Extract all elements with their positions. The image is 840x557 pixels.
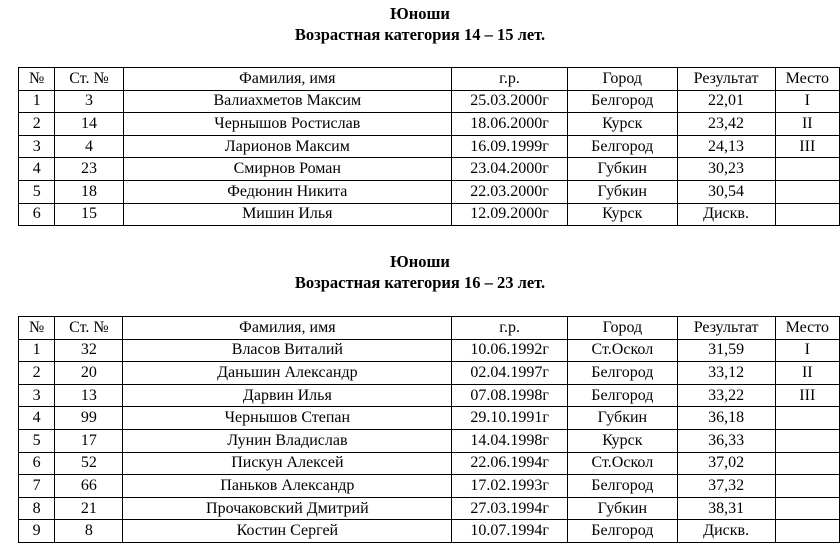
cell-col-city: Белгород xyxy=(568,520,678,543)
cell-col-result: 36,18 xyxy=(677,407,775,430)
cell-col-number: 8 xyxy=(19,497,55,520)
cell-col-number: 3 xyxy=(19,384,55,407)
cell-col-start-number: 4 xyxy=(55,135,123,158)
cell-col-birthdate: 18.06.2000г xyxy=(452,113,568,136)
cell-col-place: II xyxy=(775,113,839,136)
header-col-number: № xyxy=(19,68,55,91)
cell-col-birthdate: 29.10.1991г xyxy=(452,407,568,430)
table-row xyxy=(19,362,840,385)
cell-col-start-number: 18 xyxy=(55,180,123,203)
cell-col-number: 5 xyxy=(19,429,55,452)
cell-col-result: 33,12 xyxy=(677,362,775,385)
cell-col-name: Федюнин Никита xyxy=(123,180,452,203)
cell-col-start-number: 8 xyxy=(55,520,123,543)
cell-col-name: Чернышов Ростислав xyxy=(123,113,452,136)
header-col-number: № xyxy=(19,317,55,340)
cell-col-birthdate: 25.03.2000г xyxy=(452,90,568,113)
cell-col-name: Даньшин Александр xyxy=(123,362,452,385)
cell-col-city: Белгород xyxy=(568,362,678,385)
cell-col-place xyxy=(775,520,839,543)
cell-col-number: 7 xyxy=(19,475,55,498)
table-header-row xyxy=(19,68,840,91)
cell-col-number: 4 xyxy=(19,407,55,430)
header-col-name: Фамилия, имя xyxy=(123,317,452,340)
header-col-result: Результат xyxy=(677,68,775,91)
table-row xyxy=(19,158,840,181)
section2-title: Юноши xyxy=(390,252,450,271)
header-col-city: Город xyxy=(567,68,677,91)
cell-col-number: 1 xyxy=(19,339,55,362)
section1-title: Юноши xyxy=(390,4,450,23)
cell-col-name: Чернышов Степан xyxy=(123,407,452,430)
cell-col-birthdate: 16.09.1999г xyxy=(452,135,568,158)
cell-col-city: Губкин xyxy=(567,158,677,181)
cell-col-number: 6 xyxy=(19,452,55,475)
cell-col-place: I xyxy=(775,339,839,362)
cell-col-result: Дискв. xyxy=(677,203,775,226)
cell-col-start-number: 99 xyxy=(55,407,123,430)
cell-col-result: 38,31 xyxy=(677,497,775,520)
cell-col-place: III xyxy=(775,135,839,158)
cell-col-result: 31,59 xyxy=(677,339,775,362)
cell-col-city: Губкин xyxy=(567,180,677,203)
table-row xyxy=(19,497,840,520)
cell-col-place: I xyxy=(775,90,839,113)
table-row xyxy=(19,429,840,452)
cell-col-city: Белгород xyxy=(567,90,677,113)
table-row xyxy=(19,203,840,226)
cell-col-name: Паньков Александр xyxy=(123,475,452,498)
cell-col-start-number: 32 xyxy=(55,339,123,362)
table-row xyxy=(19,407,840,430)
header-col-city: Город xyxy=(568,317,678,340)
cell-col-birthdate: 27.03.1994г xyxy=(452,497,568,520)
cell-col-birthdate: 12.09.2000г xyxy=(452,203,568,226)
cell-col-start-number: 14 xyxy=(55,113,123,136)
table-row xyxy=(19,384,840,407)
cell-col-place xyxy=(775,180,839,203)
section2-category: Возрастная категория 16 – 23 лет. xyxy=(294,273,546,292)
cell-col-number: 2 xyxy=(19,113,55,136)
cell-col-birthdate: 14.04.1998г xyxy=(452,429,568,452)
cell-col-name: Пискун Алексей xyxy=(123,452,452,475)
cell-col-city: Белгород xyxy=(568,384,678,407)
cell-col-place xyxy=(775,452,839,475)
cell-col-number: 2 xyxy=(19,362,55,385)
cell-col-start-number: 66 xyxy=(55,475,123,498)
cell-col-city: Курск xyxy=(567,203,677,226)
cell-col-result: 30,54 xyxy=(677,180,775,203)
header-col-birthdate: г.р. xyxy=(452,317,568,340)
table-row xyxy=(19,90,840,113)
cell-col-birthdate: 22.06.1994г xyxy=(452,452,568,475)
cell-col-result: 37,02 xyxy=(677,452,775,475)
cell-col-result: Дискв. xyxy=(677,520,775,543)
cell-col-birthdate: 07.08.1998г xyxy=(452,384,568,407)
table-row xyxy=(19,475,840,498)
cell-col-city: Губкин xyxy=(568,407,678,430)
cell-col-place: II xyxy=(775,362,839,385)
cell-col-start-number: 23 xyxy=(55,158,123,181)
table-row xyxy=(19,180,840,203)
header-col-result: Результат xyxy=(677,317,775,340)
cell-col-result: 36,33 xyxy=(677,429,775,452)
cell-col-city: Ст.Оскол xyxy=(568,339,678,362)
cell-col-place: III xyxy=(775,384,839,407)
cell-col-city: Ст.Оскол xyxy=(568,452,678,475)
cell-col-start-number: 3 xyxy=(55,90,123,113)
cell-col-place xyxy=(775,475,839,498)
table-row xyxy=(19,520,840,543)
cell-col-number: 5 xyxy=(19,180,55,203)
cell-col-birthdate: 02.04.1997г xyxy=(452,362,568,385)
cell-col-birthdate: 23.04.2000г xyxy=(452,158,568,181)
cell-col-start-number: 17 xyxy=(55,429,123,452)
cell-col-number: 1 xyxy=(19,90,55,113)
cell-col-start-number: 20 xyxy=(55,362,123,385)
cell-col-birthdate: 17.02.1993г xyxy=(452,475,568,498)
cell-col-name: Смирнов Роман xyxy=(123,158,452,181)
cell-col-number: 6 xyxy=(19,203,55,226)
cell-col-name: Мишин Илья xyxy=(123,203,452,226)
results-table-16-23 xyxy=(18,316,840,543)
cell-col-city: Белгород xyxy=(568,475,678,498)
cell-col-number: 3 xyxy=(19,135,55,158)
cell-col-name: Прочаковский Дмитрий xyxy=(123,497,452,520)
cell-col-result: 23,42 xyxy=(677,113,775,136)
cell-col-city: Губкин xyxy=(568,497,678,520)
cell-col-start-number: 21 xyxy=(55,497,123,520)
table-row xyxy=(19,135,840,158)
cell-col-result: 22,01 xyxy=(677,90,775,113)
table-row xyxy=(19,452,840,475)
cell-col-city: Курск xyxy=(567,113,677,136)
cell-col-result: 30,23 xyxy=(677,158,775,181)
cell-col-city: Белгород xyxy=(567,135,677,158)
cell-col-birthdate: 10.07.1994г xyxy=(452,520,568,543)
cell-col-name: Дарвин Илья xyxy=(123,384,452,407)
cell-col-name: Ларионов Максим xyxy=(123,135,452,158)
cell-col-name: Лунин Владислав xyxy=(123,429,452,452)
header-col-place: Место xyxy=(775,317,839,340)
header-col-name: Фамилия, имя xyxy=(123,68,452,91)
cell-col-start-number: 52 xyxy=(55,452,123,475)
cell-col-start-number: 13 xyxy=(55,384,123,407)
cell-col-place xyxy=(775,497,839,520)
cell-col-place xyxy=(775,407,839,430)
cell-col-place xyxy=(775,203,839,226)
cell-col-birthdate: 10.06.1992г xyxy=(452,339,568,362)
cell-col-number: 9 xyxy=(19,520,55,543)
cell-col-place xyxy=(775,429,839,452)
cell-col-name: Костин Сергей xyxy=(123,520,452,543)
header-col-start-number: Ст. № xyxy=(55,317,123,340)
header-col-birthdate: г.р. xyxy=(452,68,568,91)
cell-col-city: Курск xyxy=(568,429,678,452)
table-row xyxy=(19,113,840,136)
cell-col-place xyxy=(775,158,839,181)
table-row xyxy=(19,339,840,362)
cell-col-result: 33,22 xyxy=(677,384,775,407)
header-col-start-number: Ст. № xyxy=(55,68,123,91)
cell-col-number: 4 xyxy=(19,158,55,181)
table-header-row xyxy=(19,317,840,340)
cell-col-result: 37,32 xyxy=(677,475,775,498)
results-table-14-15 xyxy=(18,67,840,226)
cell-col-birthdate: 22.03.2000г xyxy=(452,180,568,203)
cell-col-start-number: 15 xyxy=(55,203,123,226)
cell-col-name: Власов Виталий xyxy=(123,339,452,362)
cell-col-name: Валиахметов Максим xyxy=(123,90,452,113)
cell-col-result: 24,13 xyxy=(677,135,775,158)
section1-category: Возрастная категория 14 – 15 лет. xyxy=(294,25,546,44)
header-col-place: Место xyxy=(775,68,839,91)
